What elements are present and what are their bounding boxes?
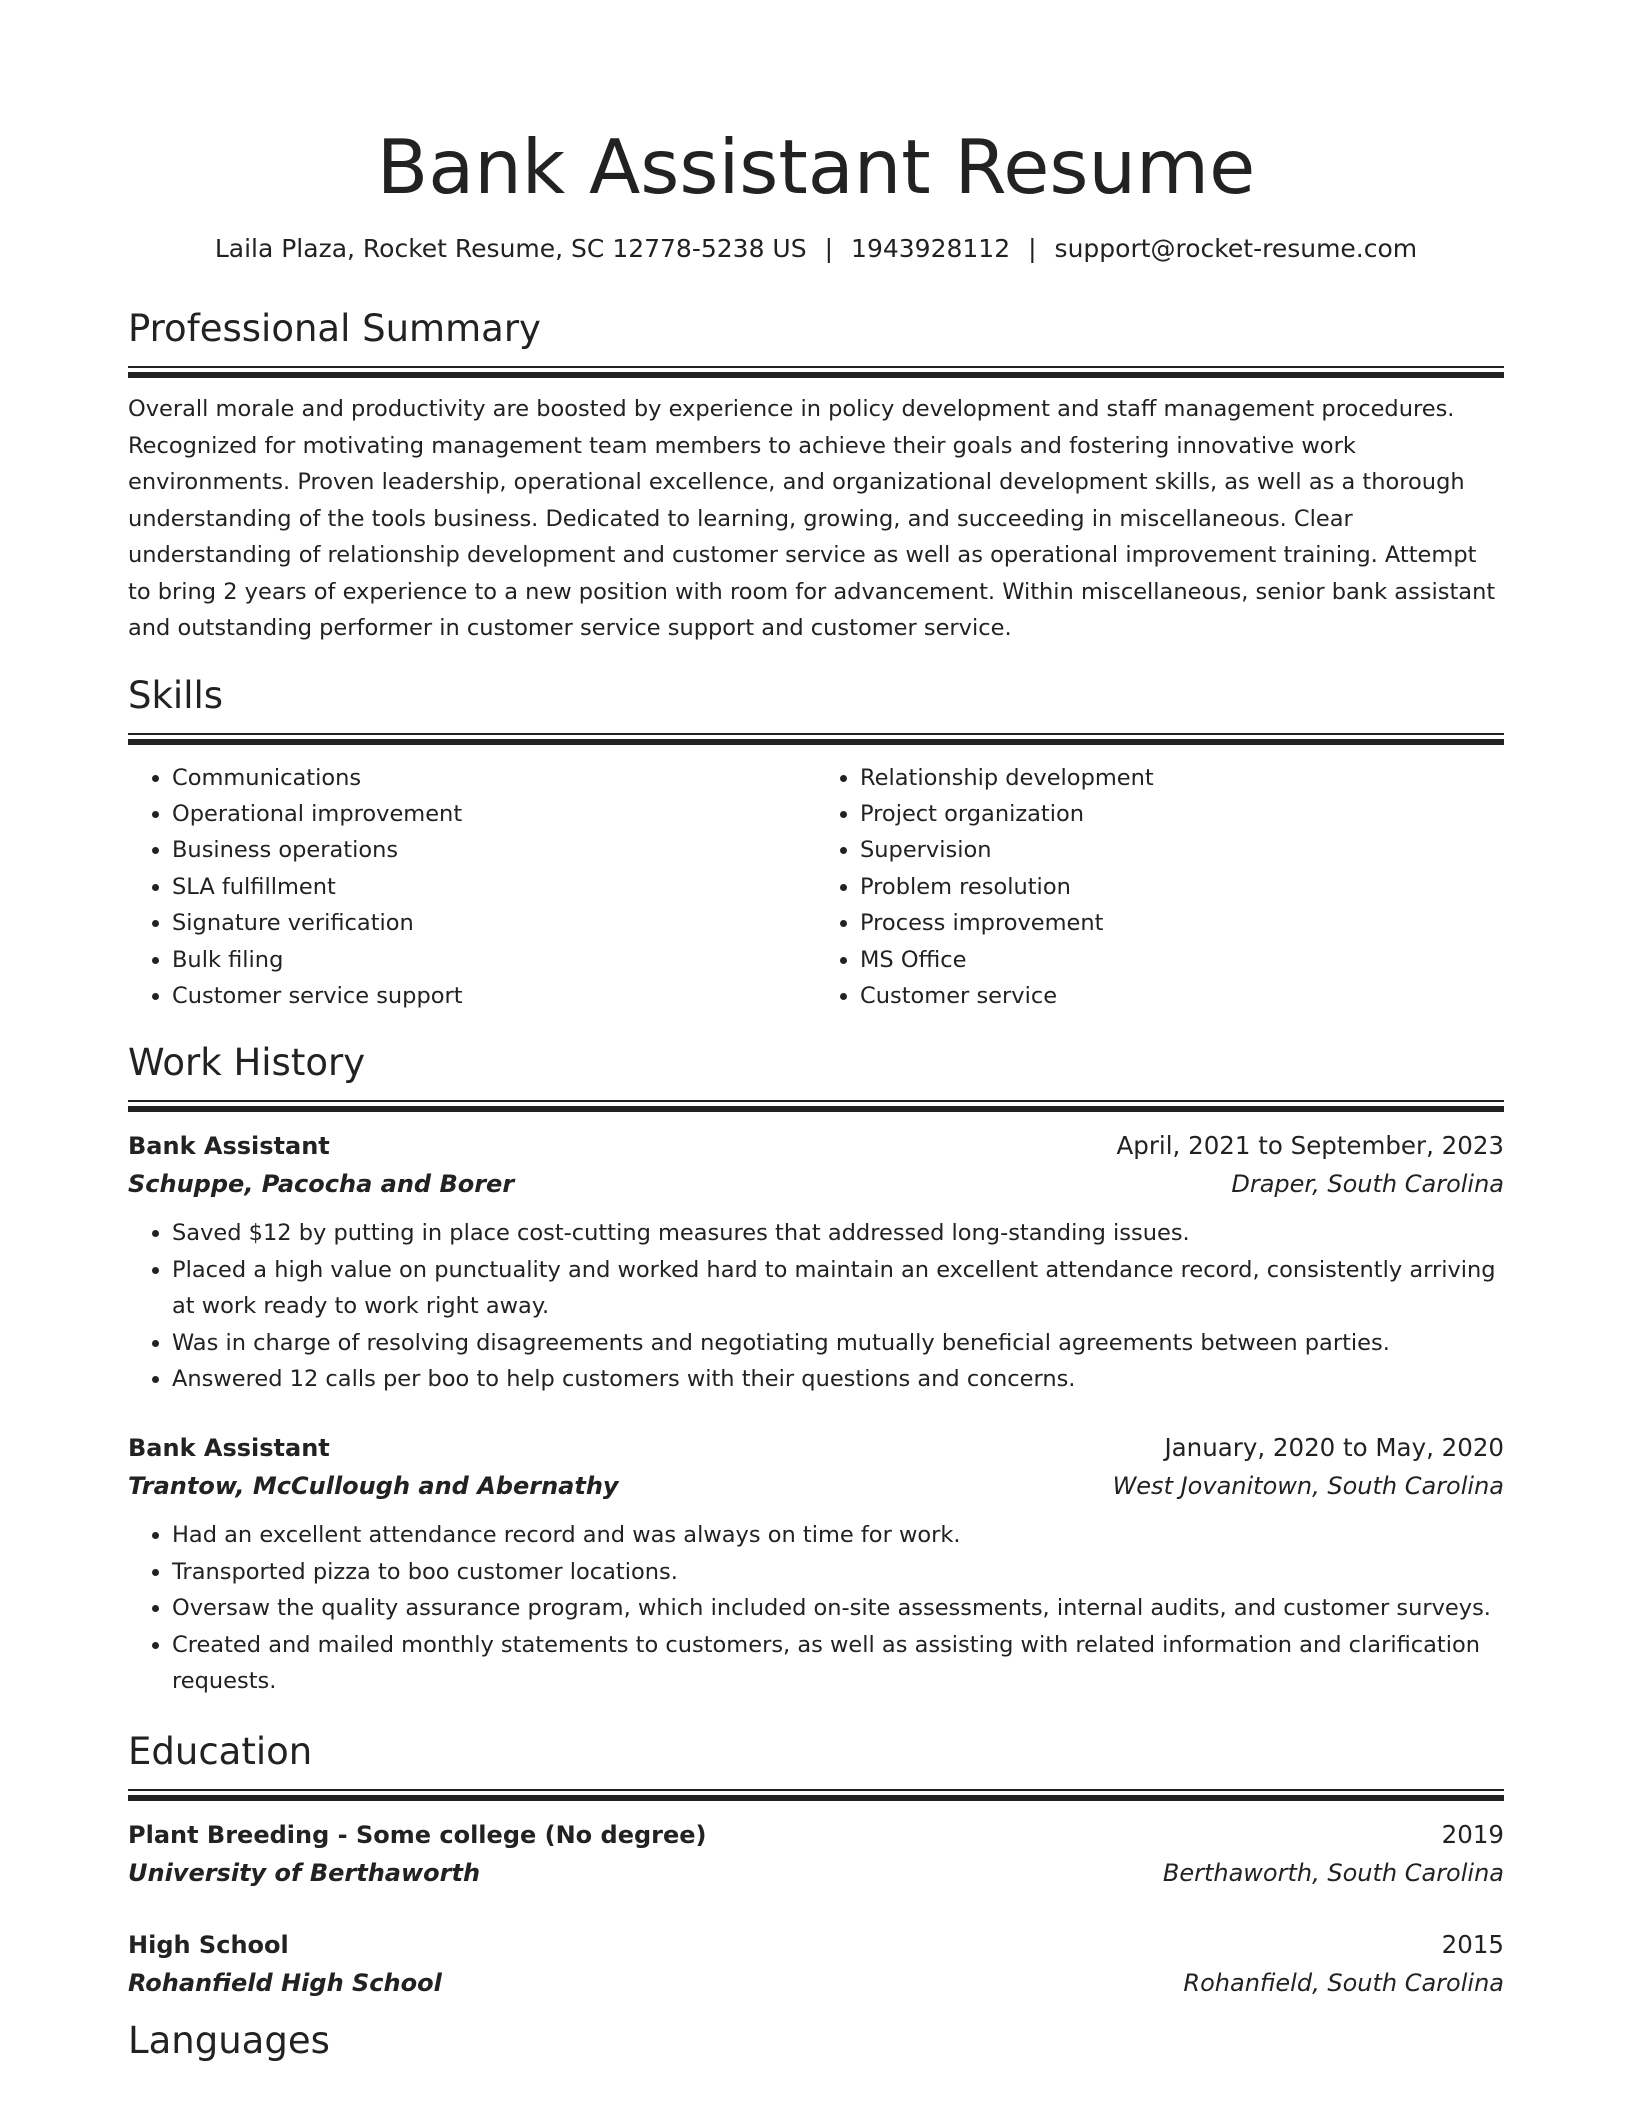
- summary-heading: Professional Summary: [128, 307, 541, 350]
- job-dates: January, 2020 to May, 2020: [1164, 1433, 1504, 1463]
- education-heading: Education: [128, 1730, 313, 1774]
- skills-section-header: [128, 673, 1504, 746]
- skill-item: • Signature verification: [172, 905, 816, 941]
- education-location: Rohanfield, South Carolina: [1183, 1969, 1504, 1998]
- skill-item: • MS Office: [860, 942, 1504, 978]
- skill-item: • Communications: [172, 760, 816, 796]
- job-bullet: • Transported pizza to boo customer locations.: [172, 1554, 1504, 1590]
- skills-heading: Skills: [128, 673, 224, 717]
- skills-list: [128, 760, 1504, 1015]
- job-location: Draper, South Carolina: [1231, 1170, 1504, 1199]
- job-entry: [128, 1429, 1504, 1699]
- skill-item: • Supervision: [860, 832, 1504, 868]
- skill-item: • Problem resolution: [860, 869, 1504, 905]
- job-header-row: [128, 1429, 1504, 1467]
- work-section-header: [128, 1040, 1504, 1113]
- section-divider: [128, 366, 1504, 379]
- job-bullet: • Had an excellent attendance record and was always on time for work.: [172, 1517, 1504, 1553]
- contact-address: Laila Plaza, Rocket Resume, SC 12778-5238 US: [214, 234, 807, 263]
- education-degree: High School: [128, 1931, 289, 1960]
- job-company: Trantow, McCullough and Abernathy: [128, 1472, 619, 1501]
- section-divider: [128, 1789, 1504, 1802]
- job-bullet: • Placed a high value on punctuality and worked hard to maintain an excellent attendance record, consistently arriving at work ready to work right away.: [172, 1252, 1504, 1325]
- job-bullets: [128, 1215, 1504, 1397]
- job-company-row: [128, 1467, 1504, 1505]
- contact-separator: |: [1028, 234, 1037, 263]
- education-header-row: [128, 1816, 1504, 1854]
- contact-email[interactable]: support@rocket-resume.com: [1054, 234, 1418, 263]
- job-bullets: [128, 1517, 1504, 1699]
- job-entry: [128, 1127, 1504, 1397]
- skill-item: • Operational improvement: [172, 796, 816, 832]
- job-bullet: • Answered 12 calls per boo to help customers with their questions and concerns.: [172, 1361, 1504, 1397]
- contact-separator: |: [824, 234, 834, 263]
- job-bullet: • Created and mailed monthly statements to customers, as well as assisting with related information and clarification requests.: [172, 1627, 1504, 1700]
- skill-item: • Project organization: [860, 796, 1504, 832]
- skill-item: • Process improvement: [860, 905, 1504, 941]
- skill-item: • Customer service: [860, 978, 1504, 1014]
- education-entry: [128, 1926, 1504, 2002]
- skill-item: • Relationship development: [860, 760, 1504, 796]
- languages-section-header: [128, 2018, 1504, 2064]
- education-location: Berthaworth, South Carolina: [1162, 1859, 1504, 1888]
- education-school-row: [128, 1854, 1504, 1892]
- work-heading: Work History: [128, 1041, 366, 1085]
- skill-item: • Customer service support: [172, 978, 816, 1014]
- education-school: University of Berthaworth: [128, 1859, 481, 1888]
- education-degree: Plant Breeding - Some college (No degree): [128, 1821, 707, 1850]
- contact-line: [128, 232, 1504, 266]
- education-school: Rohanfield High School: [128, 1969, 442, 1998]
- resume-title: Bank Assistant Resume: [376, 123, 1256, 211]
- skill-item: • Business operations: [172, 832, 816, 868]
- contact-phone: 1943928112: [851, 234, 1011, 263]
- resume-content: [128, 0, 1504, 2064]
- skills-column-left: [128, 760, 816, 1015]
- education-year: 2019: [1441, 1820, 1504, 1850]
- job-bullet: • Was in charge of resolving disagreements and negotiating mutually beneficial agreements between parties.: [172, 1325, 1504, 1361]
- job-company-row: [128, 1165, 1504, 1203]
- job-location: West Jovanitown, South Carolina: [1112, 1472, 1504, 1501]
- job-role: Bank Assistant: [128, 1434, 330, 1463]
- summary-section-header: [128, 306, 1504, 379]
- summary-text: Overall morale and productivity are boosted by experience in policy development and staff management procedures. Recognized for motivating management team members to achieve their goals and fostering innovative work environments. Proven leadership, operational excellence, and organizational development skills, as well as a thorough understanding of the tools business. Dedicated to learning, growing, and succeeding in miscellaneous. Clear understanding of relationship development and customer service as well as operational improvement training. Attempt to bring 2 years of experience to a new position with room for advancement. Within miscellaneous, senior bank assistant and outstanding performer in customer service support and customer service.: [128, 396, 1496, 641]
- section-divider: [128, 1100, 1504, 1113]
- job-header-row: [128, 1127, 1504, 1165]
- job-role: Bank Assistant: [128, 1132, 330, 1161]
- education-school-row: [128, 1964, 1504, 2002]
- job-dates: April, 2021 to September, 2023: [1116, 1131, 1504, 1161]
- job-bullet: • Saved $12 by putting in place cost-cutting measures that addressed long-standing issues.: [172, 1215, 1504, 1251]
- skills-column-right: [816, 760, 1504, 1015]
- education-year: 2015: [1441, 1930, 1504, 1960]
- education-entry: [128, 1816, 1504, 1892]
- job-bullet: • Oversaw the quality assurance program, which included on-site assessments, internal audits, and customer surveys.: [172, 1590, 1504, 1626]
- job-company: Schuppe, Pacocha and Borer: [128, 1170, 515, 1199]
- skill-item: • SLA fulfillment: [172, 869, 816, 905]
- languages-heading: Languages: [128, 2019, 330, 2063]
- skill-item: • Bulk filing: [172, 942, 816, 978]
- education-header-row: [128, 1926, 1504, 1964]
- education-section-header: [128, 1729, 1504, 1802]
- section-divider: [128, 733, 1504, 746]
